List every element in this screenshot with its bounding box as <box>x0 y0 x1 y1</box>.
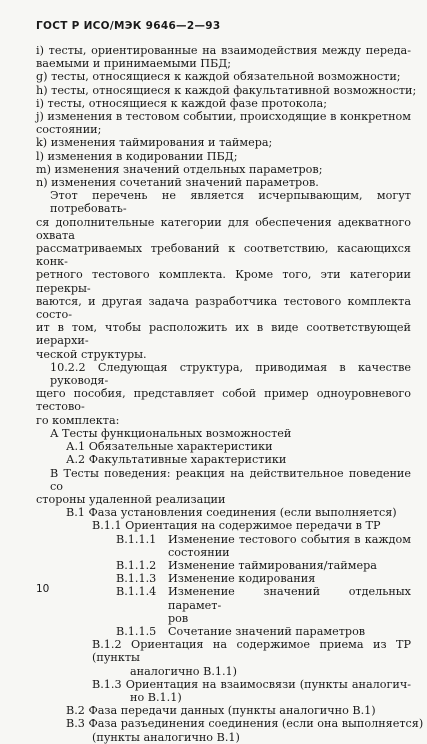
paragraph-line: ит в том, чтобы расположить их в виде соответствующей иерархи- <box>36 321 411 348</box>
tree-node-number: В.1.1.2 <box>116 558 157 572</box>
paragraph-line: 10.2.2 Следующая структура, приводимая в качестве руководя- <box>50 360 411 388</box>
page-body <box>36 44 424 744</box>
tree-node-b3: В.3 Фаза разъединения соединения (если она выполняется) <box>66 717 424 731</box>
tree-node-b115 <box>36 625 411 638</box>
tree-node-b-cont: стороны удаленной реализации <box>36 492 226 506</box>
page-number: 10 <box>36 583 50 595</box>
tree-node-number: В.1.1.5 <box>116 624 157 638</box>
paragraph-line: ся дополнительные категории для обеспечения адекватного охвата <box>36 215 411 242</box>
tree-node-b113 <box>36 572 411 585</box>
tree-node-text-line: Изменение значений отдельных парамет- <box>168 585 411 612</box>
tree-node-number: В.1.1.3 <box>116 572 157 586</box>
list-item: m) изменения значений отдельных параметров; <box>36 162 323 176</box>
tree-node-text <box>168 533 411 559</box>
list-item: j) изменения в тестовом событии, происходящие в конкретном <box>36 110 411 124</box>
list-item: ваемыми и принимаемыми ПБД; <box>36 57 232 71</box>
tree-node-b13: В.1.3 Ориентация на взаимосвязи (пункты аналогич- <box>92 677 411 691</box>
tree-node-a1: А.1 Обязательные характеристики <box>66 440 273 454</box>
tree-node-b114 <box>36 585 411 625</box>
tree-node-text-line: ров <box>168 611 189 625</box>
list-item: i) тесты, относящиеся к каждой фазе протокола; <box>36 96 327 110</box>
paragraph-line: ческой структуры. <box>36 347 147 361</box>
tree-node-b111 <box>36 533 411 559</box>
tree-node-a2: А.2 Факультативные характеристики <box>66 453 287 467</box>
tree-node-b112 <box>36 559 411 572</box>
tree-node-text-line: Изменение тестового события в каждом <box>168 532 411 546</box>
paragraph-line: ретного тестового комплекта. Кроме того, эти категории перекры- <box>36 268 411 295</box>
tree-node-text-line: состоянии <box>168 545 230 559</box>
tree-node-number: В.1.1.1 <box>116 532 157 546</box>
tree-node-text: Изменение таймирования/таймера <box>168 558 377 572</box>
list-item: n) изменения сочетаний значений параметров. <box>36 176 319 190</box>
list-item: k) изменения таймирования и таймера; <box>36 136 273 150</box>
tree-node-text: Сочетание значений параметров <box>168 624 366 638</box>
list-item: h) тесты, относящиеся к каждой факультативной возможности; <box>36 83 417 97</box>
tree-node-b3-cont: (пункты аналогично В.1) <box>92 730 240 744</box>
list-item: i) тесты, ориентированные на взаимодействия между переда- <box>36 44 411 57</box>
tree-node-b: В Тесты поведения: реакция на действительное поведение со <box>50 466 411 493</box>
document-header: ГОСТ Р ИСО/МЭК 9646—2—93 <box>36 20 221 32</box>
tree-node-b2: В.2 Фаза передачи данных (пункты аналогично В.1) <box>66 704 376 718</box>
list-item: состоянии; <box>36 123 102 137</box>
tree-node-text <box>168 585 411 625</box>
tree-node-b12: В.1.2 Ориентация на содержимое приема из ТР (пункты <box>92 638 411 665</box>
list-item: l) изменения в кодировании ПБД; <box>36 149 238 163</box>
paragraph-line: го комплекта: <box>36 413 120 427</box>
tree-node-b11: В.1.1 Ориентация на содержимое передачи в ТР <box>92 519 381 533</box>
tree-node-b12-cont: аналогично В.1.1) <box>130 664 238 678</box>
tree-node-a: А Тесты функциональных возможностей <box>50 426 292 440</box>
paragraph-line: Этот перечень не является исчерпывающим, могут потребовать- <box>50 189 411 216</box>
paragraph-line: рассматриваемых требований к соответствию, касающихся конк- <box>36 242 411 269</box>
tree-node-number: В.1.1.4 <box>116 585 157 599</box>
tree-node-text: Изменение кодирования <box>168 572 316 586</box>
paragraph-line: щего пособия, представляет собой пример одноуровневого тестово- <box>36 387 411 414</box>
tree-node-b1: В.1 Фаза установления соединения (если выполняется) <box>66 506 397 520</box>
tree-node-b13-cont: но В.1.1) <box>130 690 182 704</box>
list-item: g) тесты, относящиеся к каждой обязательной возможности; <box>36 70 401 84</box>
paragraph-line: ваются, и другая задача разработчика тестового комплекта состо- <box>36 294 411 322</box>
